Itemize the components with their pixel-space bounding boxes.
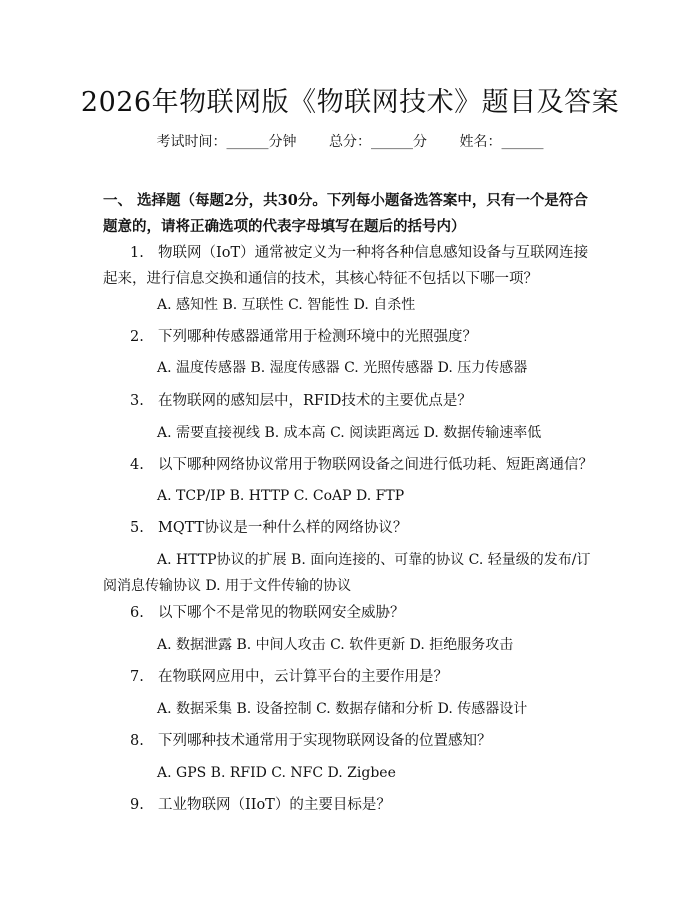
options-text: A. 需要直接视线 B. 成本高 C. 阅读距离远 D. 数据传输速率低 bbox=[157, 425, 542, 441]
question-options bbox=[103, 292, 598, 318]
question bbox=[103, 324, 598, 350]
document-title: 2026年物联网版《物联网技术》题目及答案 bbox=[80, 87, 620, 118]
question bbox=[103, 664, 598, 690]
options-text: A. 感知性 B. 互联性 C. 智能性 D. 自杀性 bbox=[157, 297, 416, 313]
question-text: 工业物联网（IIoT）的主要目标是？ bbox=[158, 797, 391, 813]
question-options bbox=[103, 355, 598, 381]
options-text: A. 数据泄露 B. 中间人攻击 C. 软件更新 D. 拒绝服务攻击 bbox=[157, 637, 514, 653]
question bbox=[103, 452, 598, 478]
exam-info bbox=[0, 131, 700, 151]
question bbox=[103, 240, 598, 292]
question bbox=[103, 728, 598, 754]
section-heading: 一、 选择题（每题2分，共30分。下列每小题备选答案中，只有一个是符合题意的，请将正确选项的代表字母填写在题后的括号内） bbox=[103, 192, 588, 235]
question-number: 9. bbox=[130, 797, 144, 813]
question-text: 以下哪种网络协议常用于物联网设备之间进行低功耗、短距离通信？ bbox=[158, 457, 593, 473]
question bbox=[103, 515, 598, 541]
question-options bbox=[103, 547, 598, 599]
question bbox=[103, 600, 598, 626]
question-number: 5. bbox=[130, 520, 144, 536]
question-text: 以下哪个不是常见的物联网安全威胁？ bbox=[158, 605, 405, 621]
student-name: 姓名：______ bbox=[459, 134, 544, 150]
options-text: A. GPS B. RFID C. NFC D. Zigbee bbox=[157, 765, 396, 781]
options-text: A. 数据采集 B. 设备控制 C. 数据存储和分析 D. 传感器设计 bbox=[157, 701, 528, 717]
question-text: 在物联网应用中，云计算平台的主要作用是？ bbox=[158, 669, 448, 685]
question-options bbox=[103, 760, 598, 786]
question-number: 3. bbox=[130, 393, 144, 409]
question bbox=[103, 792, 598, 818]
question-number: 1. bbox=[130, 245, 144, 261]
question-number: 7. bbox=[130, 669, 144, 685]
question-options bbox=[103, 420, 598, 446]
question-options bbox=[103, 632, 598, 658]
options-text: A. HTTP协议的扩展 B. 面向连接的、可靠的协议 C. 轻量级的发布/订阅消息传输协议 D. 用于文件传输的协议 bbox=[103, 552, 591, 594]
options-text: A. TCP/IP B. HTTP C. CoAP D. FTP bbox=[157, 488, 405, 504]
question-text: MQTT协议是一种什么样的网络协议？ bbox=[158, 520, 408, 536]
question bbox=[103, 388, 598, 414]
question-options bbox=[103, 483, 598, 509]
question-number: 8. bbox=[130, 733, 144, 749]
question-text: 在物联网的感知层中，RFID技术的主要优点是？ bbox=[158, 393, 472, 409]
exam-time: 考试时间：______分钟 bbox=[156, 134, 297, 150]
options-text: A. 温度传感器 B. 湿度传感器 C. 光照传感器 D. 压力传感器 bbox=[157, 360, 528, 376]
question-options bbox=[103, 696, 598, 722]
question-text: 物联网（IoT）通常被定义为一种将各种信息感知设备与互联网连接起来，进行信息交换和通信的技术，其核心特征不包括以下哪一项？ bbox=[103, 245, 589, 287]
question-number: 2. bbox=[130, 329, 144, 345]
total-score: 总分：______分 bbox=[329, 134, 427, 150]
question-text: 下列哪种传感器通常用于检测环境中的光照强度？ bbox=[158, 329, 477, 345]
question-number: 4. bbox=[130, 457, 144, 473]
question-number: 6. bbox=[130, 605, 144, 621]
question-text: 下列哪种技术通常用于实现物联网设备的位置感知？ bbox=[158, 733, 492, 749]
